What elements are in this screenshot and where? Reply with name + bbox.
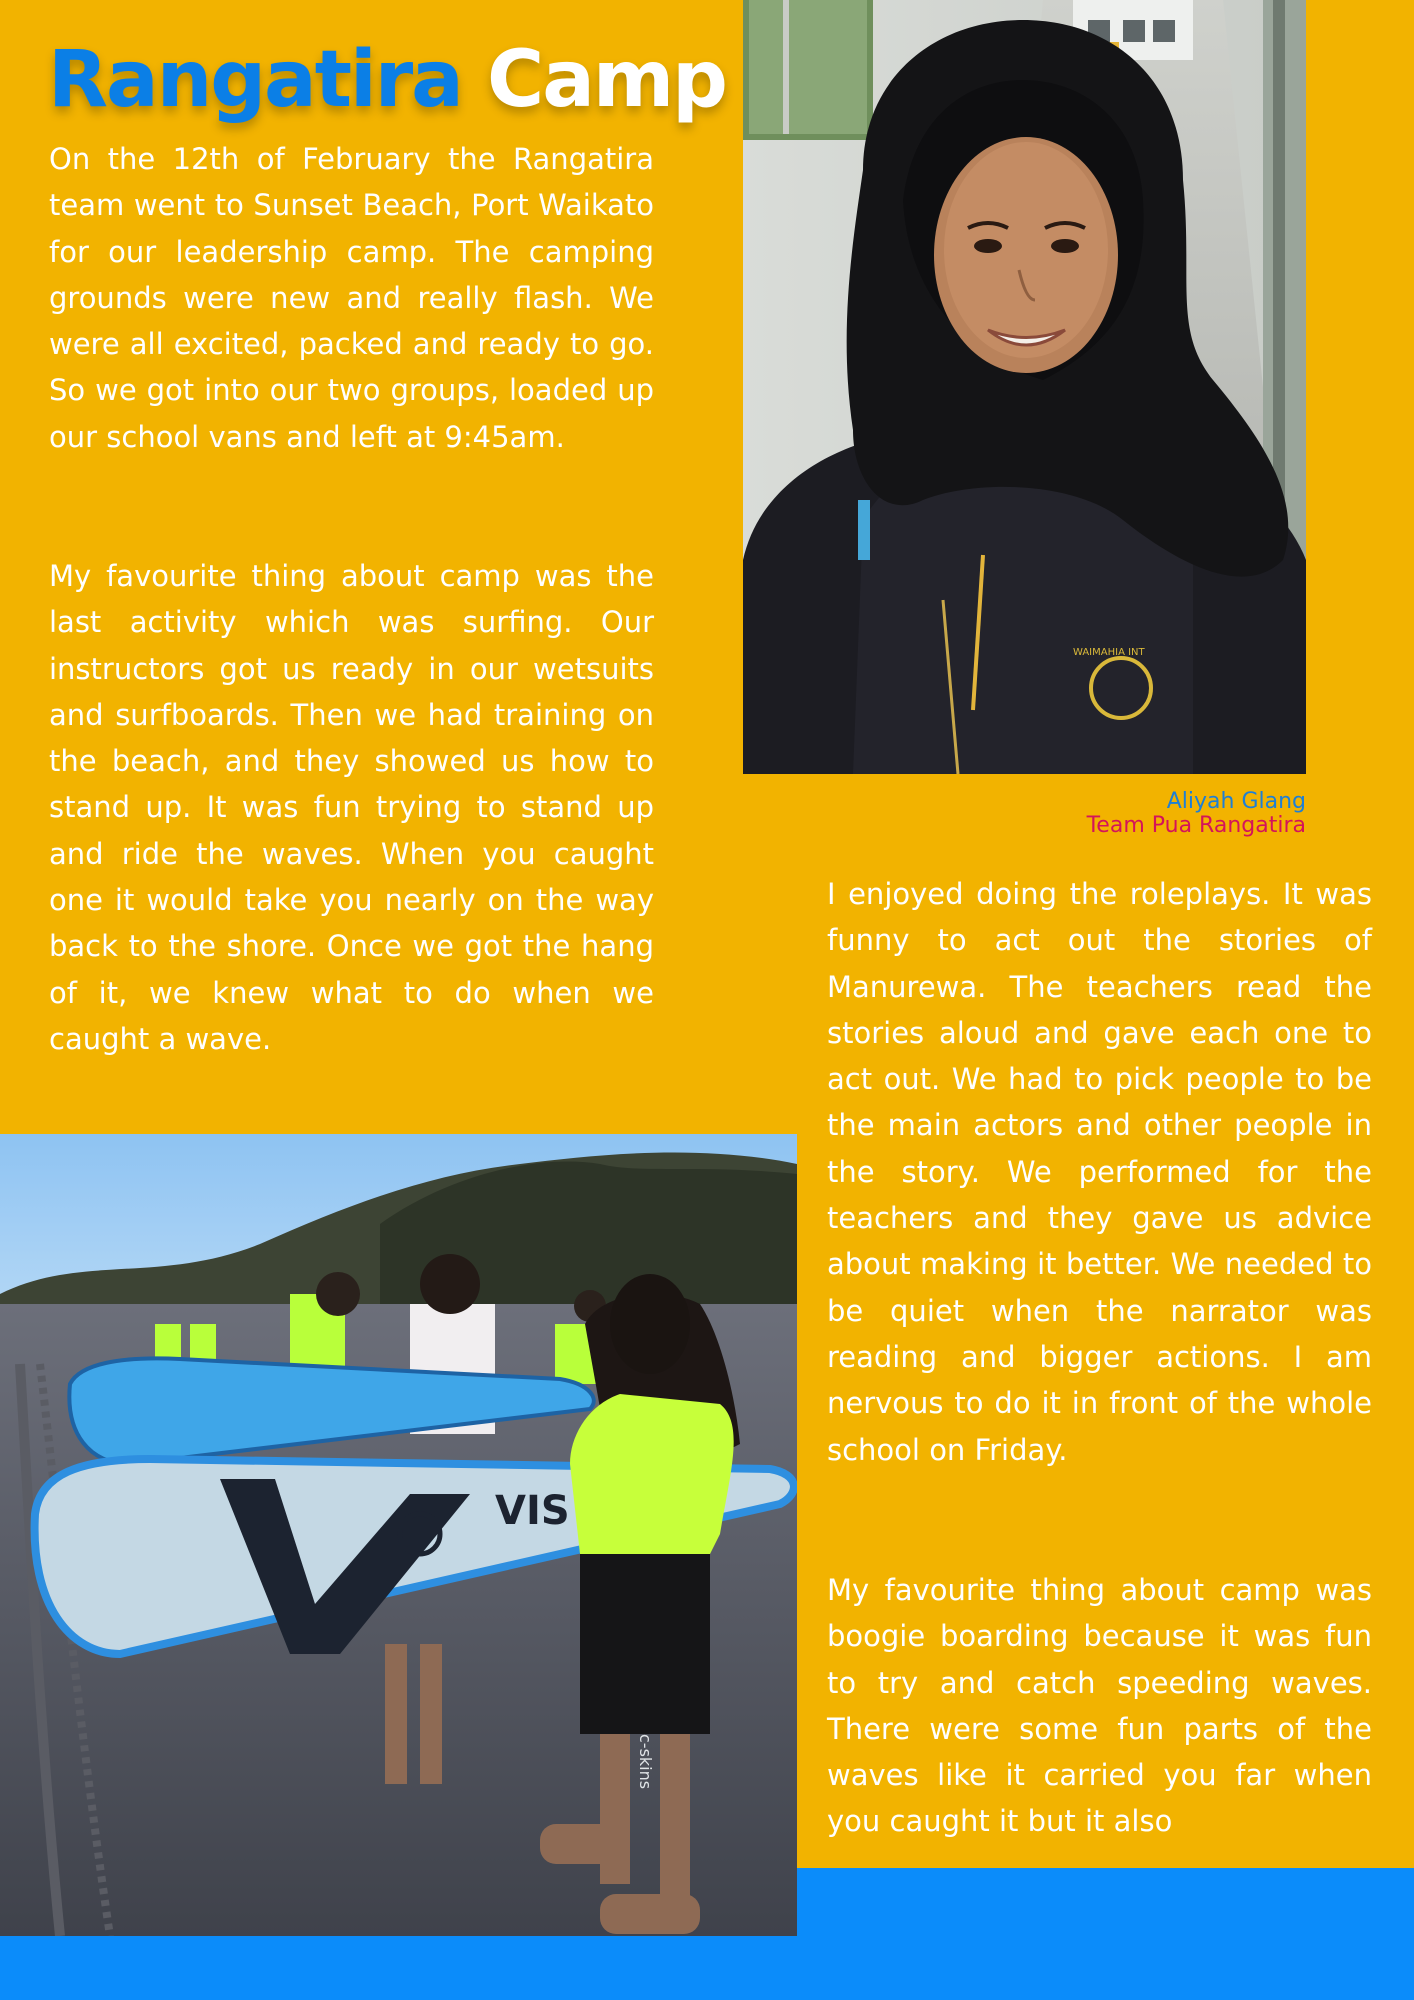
beach-surf-lesson-photo	[0, 1134, 797, 1936]
school-badge-text: WAIMAHIA INT	[1073, 647, 1145, 658]
portrait-illustration	[743, 0, 1306, 774]
beach-illustration	[0, 1134, 797, 1936]
blue-band-bottom	[0, 1936, 797, 2000]
title-rangatira: Rangatira	[48, 35, 462, 125]
paragraph-boogie-boarding: My favourite thing about camp was boogie boarding because it was fun to try and catch speeding waves. There were some fun parts of the waves like it carried you far when you caught it but it also	[827, 1573, 1372, 1839]
paragraph-roleplays: I enjoyed doing the roleplays. It was funny to act out the stories of Manurewa. The teachers read the stories aloud and gave each one to act out. We had to pick people to be the main actors and other people in the story. We performed for the teachers and they gave us advice about making it better. We needed to be quiet when the narrator was reading and bigger actions. I am nervous to do it in front of the whole school on Friday.	[827, 877, 1372, 1467]
caption-team-name: Team Pua Rangatira	[1086, 813, 1306, 838]
paragraph-camp-intro: On the 12th of February the Rangatira team went to Sunset Beach, Port Waikato for our leadership camp. The camping grounds were new and really flash. We were all excited, packed and ready to go. So we got into our two groups, loaded up our school vans and left at 9:45am.	[49, 142, 654, 454]
student-portrait-photo	[743, 0, 1306, 774]
paragraph-surfing: My favourite thing about camp was the last activity which was surfing. Our instructors got us ready in our wetsuits and surfboards. Then we had training on the beach, and they showed us how to stand up. It was fun trying to stand up and ride the waves. When you caught one it would take you nearly on the way back to the shore. Once we got the hang of it, we knew what to do when we caught a wave.	[49, 559, 654, 1056]
title-camp: Camp	[486, 35, 726, 125]
wetsuit-text: c-skins	[636, 1734, 655, 1790]
page-title	[48, 35, 726, 125]
blue-band-right	[797, 1868, 1414, 2000]
surfboard-text: VIS	[495, 1488, 570, 1534]
caption-student-name: Aliyah Glang	[1166, 789, 1306, 814]
